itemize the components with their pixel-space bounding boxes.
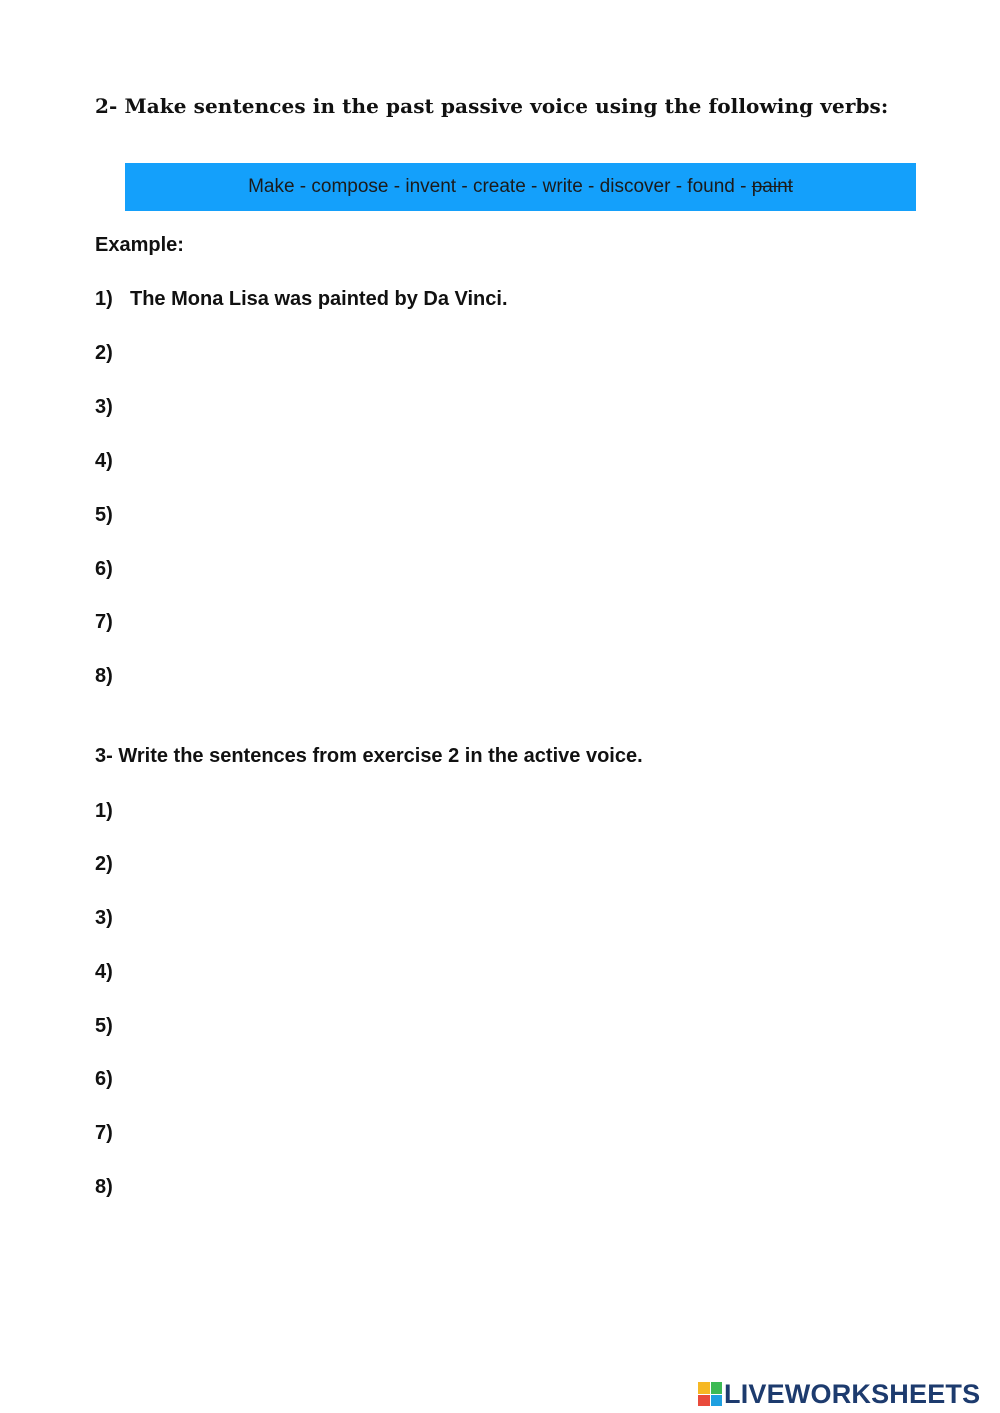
example-label: Example: — [95, 234, 184, 256]
exercise-2-item — [95, 450, 130, 473]
item-number: 5) — [95, 1015, 113, 1037]
exercise-2-item — [95, 611, 130, 634]
item-number: 2) — [95, 342, 113, 364]
struck-verb: paint — [751, 176, 793, 197]
liveworksheets-logo — [698, 1379, 980, 1409]
item-number: 1) — [95, 800, 113, 822]
exercise-3-item — [95, 853, 130, 876]
exercise-3-item — [95, 1068, 130, 1091]
exercise-2-item — [95, 396, 130, 419]
item-number: 3) — [95, 907, 113, 929]
exercise-2-item — [95, 558, 130, 581]
item-number: 4) — [95, 450, 113, 472]
item-number: 8) — [95, 665, 113, 687]
exercise-2-item — [95, 288, 508, 311]
item-number: 8) — [95, 1176, 113, 1198]
exercise-3-item — [95, 1122, 130, 1145]
exercise-3-item — [95, 907, 130, 930]
logo-square — [698, 1382, 710, 1394]
liveworksheets-logo-icon — [698, 1382, 722, 1406]
logo-square — [711, 1395, 723, 1407]
verb-list-box — [125, 163, 916, 211]
item-number: 3) — [95, 396, 113, 418]
exercise-2-title: 2- Make sentences in the past passive voice using the following verbs: — [95, 94, 889, 118]
verb-list-text: Make - compose - invent - create - write - discover - found - — [248, 176, 752, 197]
exercise-3-item — [95, 961, 130, 984]
item-answer: The Mona Lisa was painted by Da Vinci. — [130, 288, 508, 310]
item-number: 4) — [95, 961, 113, 983]
logo-wordmark: LIVEWORKSHEETS — [724, 1378, 981, 1409]
exercise-3-item — [95, 1176, 130, 1199]
exercise-2-item — [95, 665, 130, 688]
item-number: 5) — [95, 504, 113, 526]
item-number: 6) — [95, 558, 113, 580]
logo-square — [698, 1395, 710, 1407]
item-number: 7) — [95, 1122, 113, 1144]
exercise-2-item — [95, 504, 130, 527]
verb-list — [248, 176, 793, 198]
item-number: 6) — [95, 1068, 113, 1090]
exercise-3-title: 3- Write the sentences from exercise 2 in the active voice. — [95, 745, 643, 767]
exercise-2-item — [95, 342, 130, 365]
exercise-3-item — [95, 1015, 130, 1038]
exercise-3-item — [95, 800, 130, 823]
logo-square — [711, 1382, 723, 1394]
item-number: 7) — [95, 611, 113, 633]
item-number: 2) — [95, 853, 113, 875]
item-number: 1) — [95, 288, 113, 310]
